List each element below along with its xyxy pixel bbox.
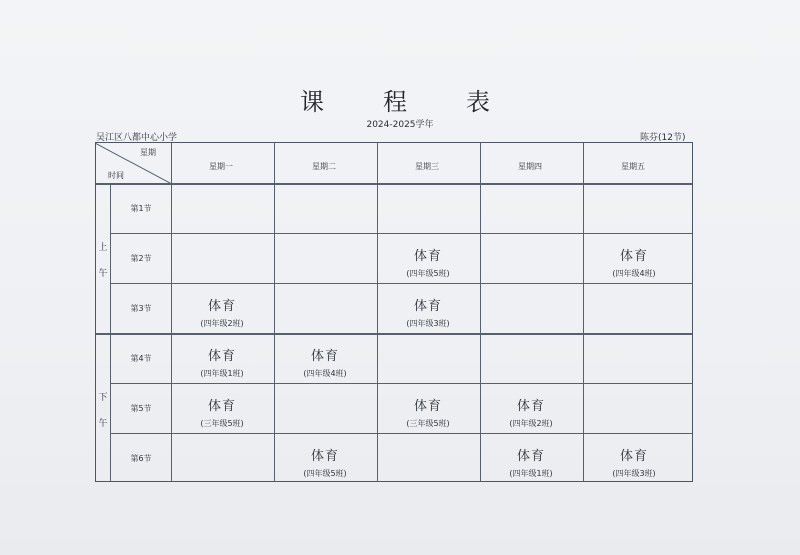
subject-label: 体育	[207, 349, 236, 364]
class-cell	[378, 295, 478, 329]
day-header: 星期一	[209, 162, 233, 171]
row-divider	[110, 233, 692, 234]
class-label: (四年级1班)	[200, 369, 244, 378]
class-cell	[172, 345, 272, 379]
class-label: (四年级4班)	[303, 369, 347, 378]
afternoon-label	[96, 385, 110, 437]
class-cell	[378, 245, 478, 279]
class-label: (三年级5班)	[200, 419, 244, 428]
period-label: 第6节	[130, 454, 152, 463]
timetable-grid	[95, 142, 693, 482]
teacher-name: 陈芬(12节)	[640, 133, 686, 143]
corner-label-day: 星期	[140, 148, 156, 157]
half-day-divider	[110, 183, 111, 481]
half-char: 午	[98, 269, 108, 279]
page-title	[300, 82, 490, 117]
row-divider	[110, 433, 692, 434]
subject-label: 体育	[310, 349, 339, 364]
class-label: (四年级4班)	[612, 269, 656, 278]
class-label: (四年级3班)	[612, 469, 656, 478]
period-label: 第5节	[130, 404, 152, 413]
class-label: (四年级3班)	[406, 319, 450, 328]
class-label: (四年级2班)	[200, 319, 244, 328]
subject-label: 体育	[310, 449, 339, 464]
column-divider	[274, 143, 275, 481]
subject-label: 体育	[413, 299, 442, 314]
row-divider	[110, 383, 692, 384]
corner-diagonal	[96, 143, 171, 184]
period-label: 第3节	[130, 304, 152, 313]
class-cell	[275, 345, 375, 379]
title-char: 程	[383, 88, 407, 116]
header-separator	[96, 183, 692, 185]
school-year: 2024-2025学年	[366, 120, 434, 130]
class-cell	[584, 445, 684, 479]
title-char: 课	[300, 88, 324, 116]
day-header: 星期四	[518, 162, 542, 171]
period-label: 第4节	[130, 354, 152, 363]
class-label: (四年级1班)	[509, 469, 553, 478]
day-header: 星期五	[621, 162, 645, 171]
subject-label: 体育	[516, 399, 545, 414]
class-label: (四年级5班)	[406, 269, 450, 278]
class-label: (三年级5班)	[406, 419, 450, 428]
subject-label: 体育	[207, 299, 236, 314]
class-cell	[275, 445, 375, 479]
school-name: 吴江区八都中心小学	[96, 133, 178, 143]
row-divider	[110, 283, 692, 284]
column-divider	[583, 143, 584, 481]
day-header: 星期三	[415, 162, 439, 171]
class-label: (四年级2班)	[509, 419, 553, 428]
class-cell	[481, 395, 581, 429]
period-label: 第1节	[130, 204, 152, 213]
class-cell	[172, 395, 272, 429]
row-divider	[96, 333, 692, 335]
half-char: 上	[98, 243, 108, 253]
day-header: 星期二	[312, 162, 336, 171]
corner-label-time: 时间	[108, 171, 124, 180]
title-char: 表	[466, 88, 490, 116]
class-cell	[584, 245, 684, 279]
period-label: 第2节	[130, 254, 152, 263]
class-cell	[172, 295, 272, 329]
half-char: 下	[98, 393, 108, 403]
column-divider	[480, 143, 481, 481]
subject-label: 体育	[413, 399, 442, 414]
subject-label: 体育	[207, 399, 236, 414]
class-cell	[481, 445, 581, 479]
morning-label	[96, 235, 110, 287]
subject-label: 体育	[516, 449, 545, 464]
class-label: (四年级5班)	[303, 469, 347, 478]
subject-label: 体育	[413, 249, 442, 264]
subject-label: 体育	[619, 449, 648, 464]
class-cell	[378, 395, 478, 429]
subject-label: 体育	[619, 249, 648, 264]
half-char: 午	[98, 419, 108, 429]
